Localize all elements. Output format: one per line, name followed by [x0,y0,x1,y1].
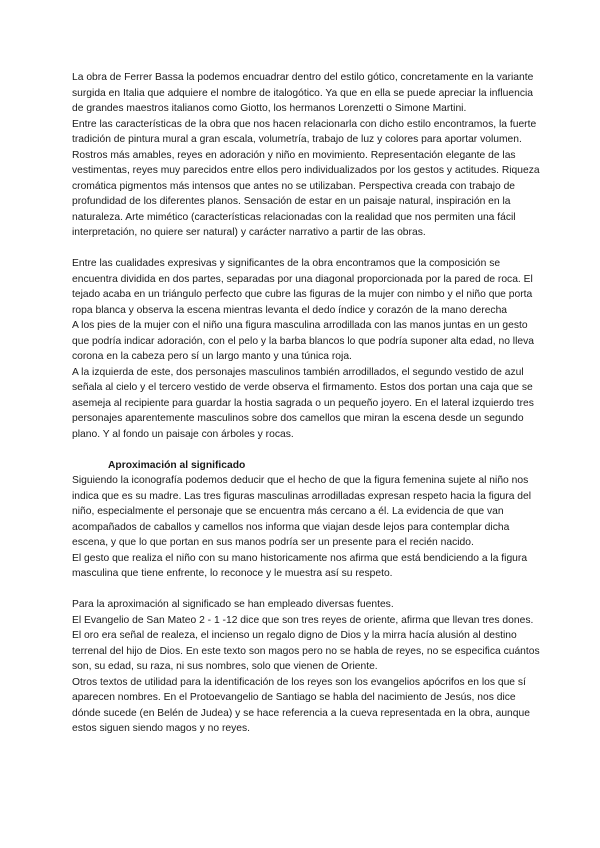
paragraph-gospel-matthew: El Evangelio de San Mateo 2 - 1 -12 dice que son tres reyes de oriente, afirma que llevan tres dones. El oro era señal de realeza, el incienso un regalo digno de Dios y la mirra hacía alusión al destino terrenal del hijo de Dios. En este texto son magos pero no se habla de reyes, no se especifica cuántos son, su edad, su raza, ni sus nombres, solo que vienen de Oriente. [72,614,540,672]
paragraph-gap [72,241,540,257]
paragraph-blessing-gesture: El gesto que realiza el niño con su mano historicamente nos afirma que está bendiciendo a la figura masculina que tiene enfrente, lo reconoce y le muestra así su respeto. [72,552,528,579]
paragraph-kneeling-figure: A los pies de la mujer con el niño una figura masculina arrodillada con las manos juntas en un gesto que podría indicar adoración, con el pelo y la barba blancos lo que podría suponer alta edad, no lleva corona en la cabeza pero sí un largo manto y una túnica roja. [72,320,534,362]
paragraph-gap [72,582,540,598]
paragraph-sources: Para la aproximación al significado se han empleado diversas fuentes. [72,599,394,610]
paragraph-composition: Entre las cualidades expresivas y significantes de la obra encontramos que la composición se encuentra dividida en dos partes, separadas por una diagonal proporcionada por la pared de roca. El tejado acaba en un triángulo perfecto que cubre las figuras de la mujer con nimbo y el niño que porta ropa blanca y observa la escena mientras levanta el dedo índice y corazón de la mano derecha [72,258,533,316]
section-heading: Aproximación al significado [108,459,246,471]
paragraph-gap [72,442,540,458]
paragraph-left-figures: A la izquierda de este, dos personajes masculinos también arrodillados, el segundo vestido de azul señala al cielo y el tercero vestido de verde observa el firmamento. Estos dos portan una caja que se asemeja al recipiente para guardar la hostia sagrada o un pequeño joyero. En el lateral izquierdo tres personajes aparentemente masculinos sobre dos camellos que miran la escena desde un segundo plano. Y al fondo un paisaje con árboles y rocas. [72,366,534,440]
paragraph-style-intro: La obra de Ferrer Bassa la podemos encuadrar dentro del estilo gótico, concretamente en la variante surgida en Italia que adquiere el nombre de italogótico. Ya que en ella se puede apreciar la influencia de grandes maestros italianos como Giotto, los hermanos Lorenzetti o Simone Martini. [72,72,534,114]
paragraph-characteristics: Entre las características de la obra que nos hacen relacionarla con dicho estilo encontramos, la fuerte tradición de pintura mural a gran escala, volumetría, trabajo de luz y colores para aportar volumen. Rostros más amables, reyes en adoración y niño en movimiento. Representación elegante de las vestimentas, reyes muy parecidos entre ellos pero individualizados por los gestos y actitudes. Riqueza cromática pigmentos más intensos que antes no se utilizaban. Perspectiva creada con trabajo de profundidad de los diferentes planos. Sensación de estar en un paisaje natural, inspiración en la naturaleza. Arte mimético (características relacionadas con la realidad que nos permiten una fácil interpretación, no quiere ser natural) y carácter narrativo a partir de las obras. [72,118,540,238]
paragraph-iconography: Siguiendo la iconografía podemos deducir que el hecho de que la figura femenina sujete al niño nos indica que es su madre. Las tres figuras masculinas arrodilladas expresan respeto hacia la figura del niño, especialmente el personaje que se encuentra más cercano a él. La evidencia de que van acompañados de caballos y camellos nos informa que viajan desde lejos para contemplar dicha escena, y que lo que portan en sus manos podría ser un presente para el recién nacido. [72,475,532,548]
paragraph-apocryphal-gospels: Otros textos de utilidad para la identificación de los reyes son los evangelios apócrifos en los que sí aparecen nombres. En el Protoevangelio de Santiago se habla del nacimiento de Jesús, nos dice dónde sucede (en Belén de Judea) y se hace referencia a la cueva representada en la obra, aunque estos siguen siendo magos y no reyes. [72,676,530,734]
